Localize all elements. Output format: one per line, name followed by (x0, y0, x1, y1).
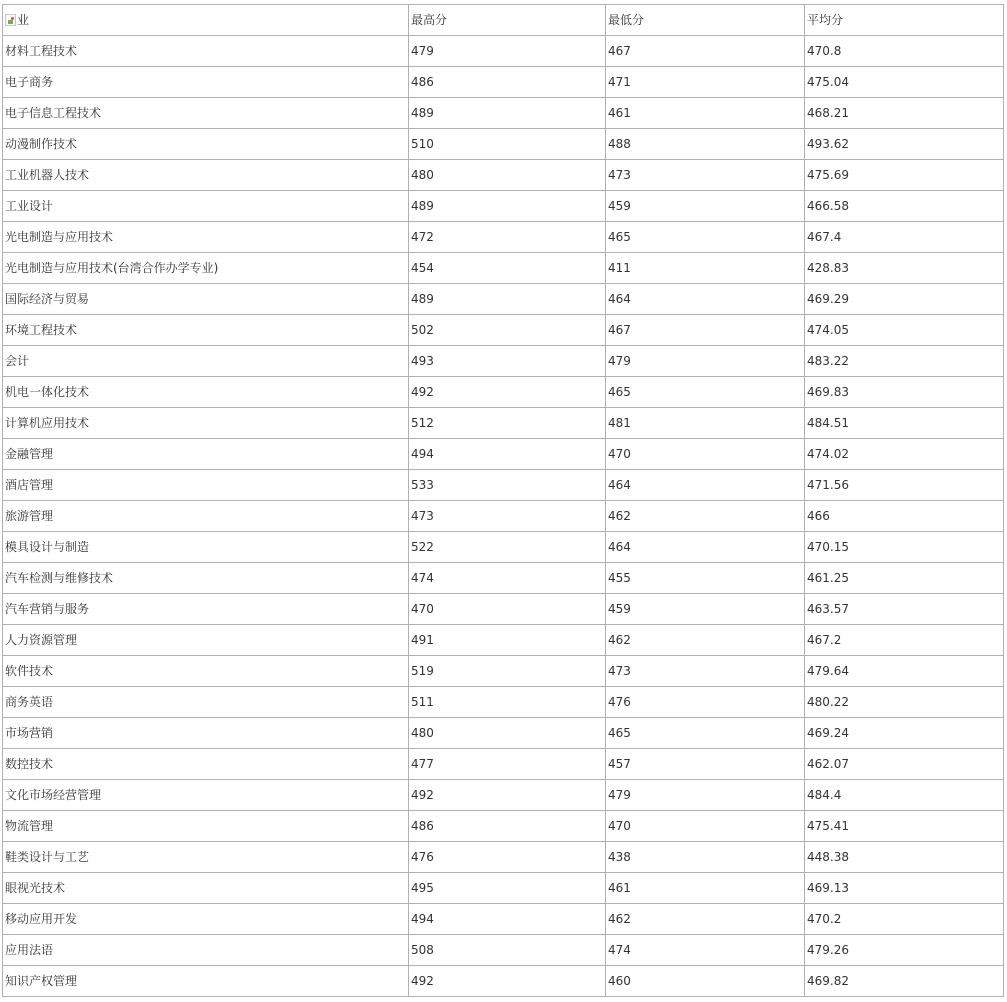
table-row (3, 904, 1004, 935)
max-cell: 510 (409, 129, 606, 160)
table-row (3, 594, 1004, 625)
avg-cell: 463.57 (805, 594, 1004, 625)
min-cell: 464 (606, 284, 805, 315)
major-cell: 数控技术 (3, 749, 409, 780)
max-cell: 492 (409, 780, 606, 811)
max-cell: 489 (409, 191, 606, 222)
table-row (3, 656, 1004, 687)
max-cell: 511 (409, 687, 606, 718)
header-avg-cell: 平均分 (805, 5, 1004, 36)
major-cell: 应用法语 (3, 935, 409, 966)
major-cell: 计算机应用技术 (3, 408, 409, 439)
max-cell: 479 (409, 36, 606, 67)
table-row (3, 315, 1004, 346)
table-row (3, 532, 1004, 563)
header-min-cell: 最低分 (606, 5, 805, 36)
avg-cell: 475.04 (805, 67, 1004, 98)
major-cell: 移动应用开发 (3, 904, 409, 935)
avg-cell: 469.29 (805, 284, 1004, 315)
table-row (3, 67, 1004, 98)
major-cell: 旅游管理 (3, 501, 409, 532)
avg-cell: 468.21 (805, 98, 1004, 129)
min-cell: 457 (606, 749, 805, 780)
table-row (3, 98, 1004, 129)
min-cell: 473 (606, 160, 805, 191)
min-cell: 479 (606, 780, 805, 811)
avg-cell: 469.24 (805, 718, 1004, 749)
avg-cell: 475.41 (805, 811, 1004, 842)
avg-cell: 479.26 (805, 935, 1004, 966)
table-row (3, 966, 1004, 997)
min-cell: 488 (606, 129, 805, 160)
header-major-cell (3, 5, 409, 36)
avg-cell: 471.56 (805, 470, 1004, 501)
min-cell: 461 (606, 98, 805, 129)
major-cell: 环境工程技术 (3, 315, 409, 346)
min-cell: 455 (606, 563, 805, 594)
min-cell: 459 (606, 191, 805, 222)
table-row (3, 811, 1004, 842)
table-row (3, 408, 1004, 439)
max-cell: 476 (409, 842, 606, 873)
max-cell: 486 (409, 811, 606, 842)
min-cell: 462 (606, 501, 805, 532)
min-cell: 470 (606, 439, 805, 470)
min-cell: 473 (606, 656, 805, 687)
table-row (3, 563, 1004, 594)
table-row (3, 687, 1004, 718)
major-cell: 市场营销 (3, 718, 409, 749)
max-cell: 522 (409, 532, 606, 563)
max-cell: 480 (409, 160, 606, 191)
avg-cell: 479.64 (805, 656, 1004, 687)
min-cell: 467 (606, 36, 805, 67)
avg-cell: 466 (805, 501, 1004, 532)
avg-cell: 469.83 (805, 377, 1004, 408)
table-row (3, 346, 1004, 377)
major-cell: 模具设计与制造 (3, 532, 409, 563)
min-cell: 462 (606, 625, 805, 656)
table-row (3, 377, 1004, 408)
min-cell: 465 (606, 718, 805, 749)
broken-image-icon (5, 14, 16, 26)
header-max-cell: 最高分 (409, 5, 606, 36)
avg-cell: 469.82 (805, 966, 1004, 997)
min-cell: 464 (606, 532, 805, 563)
max-cell: 495 (409, 873, 606, 904)
table-row (3, 501, 1004, 532)
max-cell: 512 (409, 408, 606, 439)
avg-cell: 467.4 (805, 222, 1004, 253)
major-cell: 汽车营销与服务 (3, 594, 409, 625)
table-row (3, 470, 1004, 501)
major-cell: 金融管理 (3, 439, 409, 470)
table-row (3, 780, 1004, 811)
max-cell: 472 (409, 222, 606, 253)
major-cell: 商务英语 (3, 687, 409, 718)
min-cell: 411 (606, 253, 805, 284)
max-cell: 493 (409, 346, 606, 377)
min-cell: 459 (606, 594, 805, 625)
major-cell: 鞋类设计与工艺 (3, 842, 409, 873)
avg-cell: 493.62 (805, 129, 1004, 160)
max-cell: 473 (409, 501, 606, 532)
avg-cell: 470.8 (805, 36, 1004, 67)
major-cell: 国际经济与贸易 (3, 284, 409, 315)
min-cell: 460 (606, 966, 805, 997)
table-row (3, 191, 1004, 222)
avg-cell: 474.02 (805, 439, 1004, 470)
avg-cell: 466.58 (805, 191, 1004, 222)
table-row (3, 842, 1004, 873)
avg-cell: 475.69 (805, 160, 1004, 191)
min-cell: 481 (606, 408, 805, 439)
major-cell: 电子商务 (3, 67, 409, 98)
major-cell: 知识产权管理 (3, 966, 409, 997)
max-cell: 491 (409, 625, 606, 656)
min-cell: 474 (606, 935, 805, 966)
major-cell: 光电制造与应用技术 (3, 222, 409, 253)
table-row (3, 284, 1004, 315)
avg-cell: 474.05 (805, 315, 1004, 346)
min-cell: 467 (606, 315, 805, 346)
min-cell: 479 (606, 346, 805, 377)
table-row (3, 160, 1004, 191)
max-cell: 494 (409, 904, 606, 935)
avg-cell: 428.83 (805, 253, 1004, 284)
avg-cell: 467.2 (805, 625, 1004, 656)
major-cell: 眼视光技术 (3, 873, 409, 904)
min-cell: 476 (606, 687, 805, 718)
major-cell: 工业机器人技术 (3, 160, 409, 191)
max-cell: 474 (409, 563, 606, 594)
min-cell: 465 (606, 377, 805, 408)
max-cell: 533 (409, 470, 606, 501)
table-row (3, 253, 1004, 284)
major-cell: 人力资源管理 (3, 625, 409, 656)
major-cell: 会计 (3, 346, 409, 377)
max-cell: 480 (409, 718, 606, 749)
min-cell: 471 (606, 67, 805, 98)
max-cell: 489 (409, 98, 606, 129)
max-cell: 502 (409, 315, 606, 346)
major-cell: 材料工程技术 (3, 36, 409, 67)
max-cell: 492 (409, 966, 606, 997)
table-row (3, 129, 1004, 160)
major-cell: 软件技术 (3, 656, 409, 687)
avg-cell: 484.4 (805, 780, 1004, 811)
max-cell: 454 (409, 253, 606, 284)
score-table-body (3, 5, 1004, 997)
max-cell: 489 (409, 284, 606, 315)
major-cell: 动漫制作技术 (3, 129, 409, 160)
min-cell: 464 (606, 470, 805, 501)
table-row (3, 935, 1004, 966)
avg-cell: 461.25 (805, 563, 1004, 594)
major-cell: 光电制造与应用技术(台湾合作办学专业) (3, 253, 409, 284)
avg-cell: 470.15 (805, 532, 1004, 563)
max-cell: 494 (409, 439, 606, 470)
major-cell: 文化市场经营管理 (3, 780, 409, 811)
min-cell: 438 (606, 842, 805, 873)
major-cell: 机电一体化技术 (3, 377, 409, 408)
avg-cell: 462.07 (805, 749, 1004, 780)
major-cell: 汽车检测与维修技术 (3, 563, 409, 594)
table-row (3, 873, 1004, 904)
max-cell: 519 (409, 656, 606, 687)
avg-cell: 469.13 (805, 873, 1004, 904)
table-row (3, 718, 1004, 749)
score-table (2, 4, 1004, 997)
max-cell: 470 (409, 594, 606, 625)
max-cell: 492 (409, 377, 606, 408)
table-row (3, 222, 1004, 253)
header-major-label: 业 (17, 13, 30, 27)
avg-cell: 484.51 (805, 408, 1004, 439)
min-cell: 465 (606, 222, 805, 253)
max-cell: 508 (409, 935, 606, 966)
major-cell: 工业设计 (3, 191, 409, 222)
avg-cell: 448.38 (805, 842, 1004, 873)
table-row (3, 439, 1004, 470)
major-cell: 酒店管理 (3, 470, 409, 501)
avg-cell: 470.2 (805, 904, 1004, 935)
avg-cell: 483.22 (805, 346, 1004, 377)
table-row (3, 749, 1004, 780)
table-row (3, 625, 1004, 656)
max-cell: 486 (409, 67, 606, 98)
table-row (3, 36, 1004, 67)
major-cell: 物流管理 (3, 811, 409, 842)
min-cell: 462 (606, 904, 805, 935)
min-cell: 461 (606, 873, 805, 904)
avg-cell: 480.22 (805, 687, 1004, 718)
min-cell: 470 (606, 811, 805, 842)
table-header-row (3, 5, 1004, 36)
max-cell: 477 (409, 749, 606, 780)
major-cell: 电子信息工程技术 (3, 98, 409, 129)
